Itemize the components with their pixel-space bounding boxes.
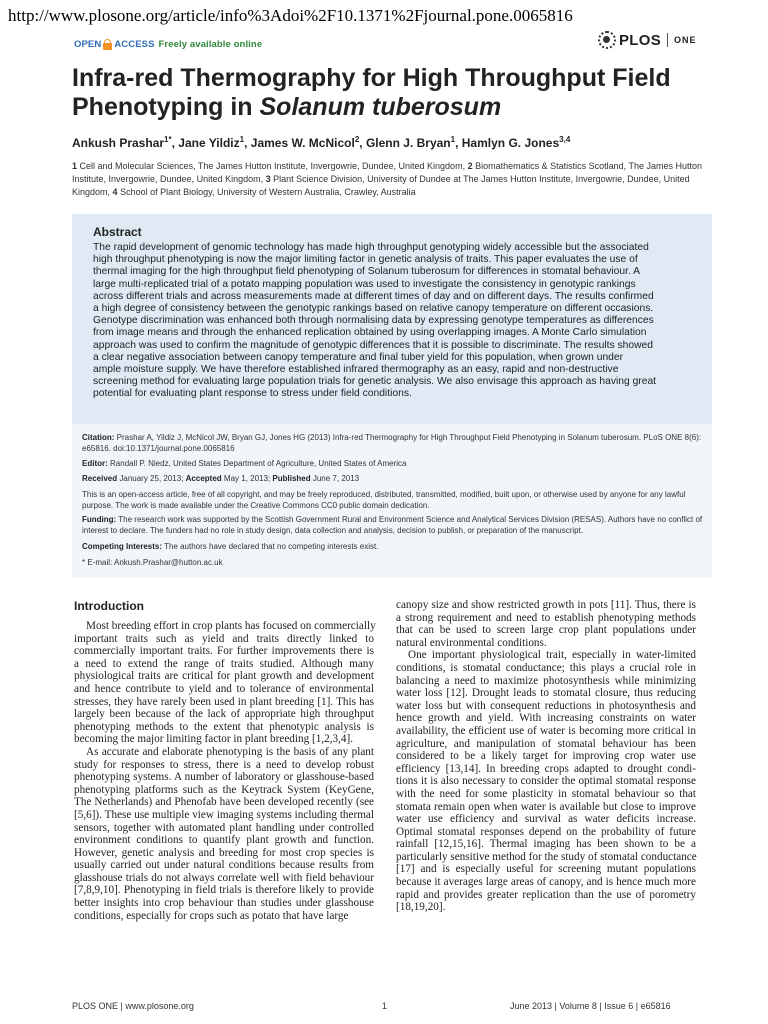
text-line: water loss [12]. Drought leads to stomatal closure, thus reducing xyxy=(396,687,696,700)
text-line: becoming the major limiting factor in plant breeding [1,2,3,4]. xyxy=(74,733,353,746)
author-affil-mark: 1 xyxy=(450,135,456,144)
author-name: Jane Yildiz xyxy=(178,136,240,150)
article-dates xyxy=(82,474,704,485)
text-line: efficiency [13,14]. In breeding crops adapted to drought condi- xyxy=(396,762,696,775)
text-line: important traits such as yield and traits directly linked to xyxy=(74,632,374,645)
footer-page-number: 1 xyxy=(382,1001,388,1011)
affil-text: School of Plant Biology, University of Western Australia, Crawley, Australia xyxy=(120,187,416,197)
introduction-column-2 xyxy=(396,599,696,914)
author-name: James W. McNicol xyxy=(250,136,355,150)
text-line: As accurate and elaborate phenotyping is the basis of any plant xyxy=(86,745,374,758)
text-line: across different trials and across measurements made at different times of day and on different days. The results confirmed xyxy=(93,290,654,302)
corresponding-email: * E-mail: Ankush.Prashar@hutton.ac.uk xyxy=(82,558,223,567)
text-line: tions it is also necessary to consider the optimal stomatal response xyxy=(396,775,696,788)
text-line: rainfall [12,15,16]. Thermal imaging has been shown to be a xyxy=(396,838,696,851)
text-line: from image means and through the enhanced replication obtained by using overlapping images. A Monte Carlo simulation xyxy=(93,327,647,339)
accepted-date: May 1, 2013; xyxy=(223,474,271,483)
affil-number: 4 xyxy=(112,187,118,197)
text-line: The rapid development of genomic technology has made high throughput genotyping widely accessible but the associated xyxy=(93,242,649,253)
text-line: phenotyping systems. A number of laboratory or glasshouse-based xyxy=(74,771,374,784)
author-name: Glenn J. Bryan xyxy=(365,136,451,150)
freely-available-label: Freely available online xyxy=(158,39,263,50)
text-line: particularly sensitive method for the study of stomatal conductance xyxy=(396,850,697,863)
author-name: Ankush Prashar xyxy=(72,136,165,150)
received-label: Received xyxy=(82,474,118,483)
text-line: physiological traits are critical for plant growth and development xyxy=(74,670,374,683)
text-line: However, genetic analysis and breeding for most crop species is xyxy=(74,846,374,859)
affil-text: Cell and Molecular Sciences, The James Hutton Institute, Invergowrie, Dundee, United Kingdom, xyxy=(79,161,468,171)
page-url: http://www.plosone.org/article/info%3Adoi%2F10.1371%2Fjournal.pone.0065816 xyxy=(8,6,573,25)
text-line: because it averages large areas of canopy, and is hence much more xyxy=(396,876,696,889)
text-line: a high degree of consistency between the genotypic rankings based on relative canopy temperature on different occasions. xyxy=(93,302,654,314)
text-line: a clear negative association between canopy temperature and final tuber yield for this population, when grown under xyxy=(93,351,624,363)
plos-gear-icon xyxy=(598,31,616,49)
editor xyxy=(82,459,704,470)
text-line: canopy size and show restricted growth in pots [11]. Thus, there is xyxy=(396,599,696,611)
abstract-heading: Abstract xyxy=(93,225,142,239)
text-line: stresses, they have rarely been used in plant breeding [1]. This has xyxy=(74,695,374,708)
received-date: January 25, 2013; xyxy=(119,474,184,483)
affil-number: 1 xyxy=(72,161,78,171)
text-line: thermal imaging for the high throughput field phenotyping of Solanum tuberosum for differences in stomatal behaviour. A xyxy=(93,266,641,278)
article-title xyxy=(72,64,712,122)
plos-one-logo xyxy=(598,31,697,49)
open-access-banner xyxy=(74,39,262,50)
title-species: Solanum tuberosum xyxy=(259,93,502,121)
text-line: agriculture, and manipulation of stomatal behaviour has been xyxy=(396,737,696,750)
footer-journal: PLOS ONE | www.plosone.org xyxy=(72,1001,194,1011)
text-line: conditions, especially for crops such as potato that have large xyxy=(74,909,349,922)
competing-text: The authors have declared that no competing interests exist. xyxy=(164,542,379,551)
text-line: rapid and provides greater replication than the use of porometry xyxy=(396,888,696,901)
author-affil-mark: 2 xyxy=(354,135,360,144)
text-line: One important physiological trait, especially in water-limited xyxy=(408,649,696,662)
author-name: Hamlyn G. Jones xyxy=(461,136,560,150)
article-info-box xyxy=(72,424,712,578)
editor-label: Editor: xyxy=(82,459,108,468)
text-line: stomata remain open when water is available but close to improve xyxy=(396,800,696,813)
one-logo-text: ONE xyxy=(674,35,697,45)
competing-label: Competing Interests: xyxy=(82,542,163,551)
affil-number: 2 xyxy=(467,161,473,171)
author-list: Ankush Prashar$^{1*}$, Jane Yildiz$^1$, James W. McNicol$^2$, Glenn J. Bryan$^1$, Hamlyn G. Jones$^{3,4}$ xyxy=(72,135,571,150)
text-line: usually carried out under natural conditions because results from xyxy=(74,859,374,872)
funding-label: Funding: xyxy=(82,515,117,524)
license-text: This is an open-access article, free of all copyright, and may be freely reproduced, distributed, transmitted, modified, built upon, or otherwise used by anyone for any lawful purpose. The work is made available under the Creative Commons CC0 public domain dedication. xyxy=(82,490,686,510)
text-line: a strong requirement and need to establish phenotyping methods xyxy=(396,611,696,624)
abstract-body xyxy=(93,242,697,400)
text-line: natural environmental conditions. xyxy=(396,636,547,649)
text-line: better insights into crop behaviour than studies under glasshouse xyxy=(74,897,374,910)
text-line: Optimal stomatal responses depend on the probability of future xyxy=(396,825,696,838)
text-line: and hence contribute to yield and to tolerance of environmental xyxy=(74,682,374,695)
text-line: glasshouse trials do not always correlate well with field behaviour xyxy=(74,871,374,884)
citation xyxy=(82,433,704,454)
affil-text: Plant Science Division, University of Dundee at The James Hutton Institute, Invergowrie, Dundee, United Kingdom, xyxy=(72,174,690,197)
author-affil-mark: 1 xyxy=(239,135,245,144)
text-line: availability, the efficient use of water is becoming more critical in xyxy=(396,724,696,737)
published-label: Published xyxy=(272,474,311,483)
text-line: ample moisture supply. We have therefore established infrared thermography as an easy, rapid and non-destructive xyxy=(93,363,619,375)
open-access-prefix: OPEN xyxy=(74,39,102,50)
text-line: sensors, together with automated plant handling under controlled xyxy=(74,821,374,834)
accepted-label: Accepted xyxy=(185,474,222,483)
affil-number: 3 xyxy=(265,174,271,184)
text-line: water use efficiency and survival as water deficits increase. xyxy=(396,813,696,826)
competing-interests xyxy=(82,542,704,553)
text-line: screening method for evaluating large population trials for genetic analysis. We also envisage this approach as having great xyxy=(93,376,657,388)
footer-issue-info: June 2013 | Volume 8 | Issue 6 | e65816 xyxy=(510,1001,671,1011)
affil-text: Biomathematics & Statistics Scotland, The James Hutton Institute, Invergowrie, Dundee, United Kingdom, xyxy=(72,161,703,184)
plos-logo-text: PLOS xyxy=(619,31,662,49)
editor-text: Randall P. Niedz, United States Department of Agriculture, United States of America xyxy=(110,459,407,468)
text-line: environment conditions to quantify plant growth and function. xyxy=(74,834,374,847)
text-line: The Netherlands) and Phenofab have been developed recently (see xyxy=(74,796,374,809)
citation-text: Prashar A, Yildiz J, McNicol JW, Bryan GJ, Jones HG (2013) Infra-red Thermography for High Throughput Field Phenotyping in Solanum tuberosum. PLoS ONE 8(6): e65816. doi:10.1371/journal.pone.0065816 xyxy=(82,433,702,453)
text-line: balancing a need to maximize photosynthesis while minimizing xyxy=(396,674,696,687)
text-line: largely been because of the lack of appropriate high throughput xyxy=(74,708,374,721)
introduction-column-1 xyxy=(74,620,374,922)
text-line: with the need for some plasticity in stomatal behaviour so that xyxy=(396,787,696,800)
abstract-box xyxy=(72,214,712,424)
open-lock-icon xyxy=(103,39,112,50)
text-line: a need to extend the range of traits studied. Although many xyxy=(74,657,374,670)
text-line: approach was used to confirm the magnitude of genotypic differences that it is possible to discriminate. The results showed xyxy=(93,339,653,351)
text-line: study for responses to stress, there is a need to develop robust xyxy=(74,758,374,771)
text-line: phenotyping methods to the extent that phenotypic analysis is xyxy=(74,720,374,733)
published-date: June 7, 2013 xyxy=(312,474,360,483)
logo-divider xyxy=(667,33,668,47)
text-line: commercially important traits. For further improvements there is xyxy=(74,645,374,658)
text-line: considered to be a likely target for improving crop water use xyxy=(396,750,696,763)
text-line: [7,8,9,10]. Phenotyping in field trials is therefore likely to provide xyxy=(74,884,374,897)
citation-label: Citation: xyxy=(82,433,115,442)
text-line: that can be used to screen large crop plant populations under xyxy=(396,624,696,637)
text-line: high throughput phenotyping is now the major limiting factor in genetic analysis of traits. This paper evaluates the use of xyxy=(93,254,638,266)
title-line-2-prefix: Phenotyping in xyxy=(72,93,260,121)
introduction-heading: Introduction xyxy=(74,599,144,613)
text-line: [17] and is especially useful for screening mutant populations xyxy=(396,863,696,876)
funding xyxy=(82,515,704,536)
text-line: Most breeding effort in crop plants has focused on commercially xyxy=(86,620,376,632)
open-access-suffix: ACCESS xyxy=(114,39,155,50)
text-line: phenotyping platforms such as the Keytrack System (KeyGene, xyxy=(74,783,374,796)
text-line: potential for evaluating plant response to stress under field conditions. xyxy=(93,388,412,400)
text-line: [5,6]). These use multiple view imaging systems including thermal xyxy=(74,808,374,821)
author-affil-mark: 3,4 xyxy=(559,135,571,144)
title-line-1: Infra-red Thermography for High Throughput Field xyxy=(72,64,671,92)
text-line: hence growth and yield. With increasing constraints on water xyxy=(396,712,696,725)
author-affil-mark: 1* xyxy=(164,135,172,144)
affiliations xyxy=(72,160,718,199)
text-line: large multi-replicated trial of a potato mapping population was used to investigate the consistency in genotypic rankings xyxy=(93,278,636,290)
text-line: water loss but with consequent reductions in photosynthesis and xyxy=(396,699,696,712)
funding-text: The research work was supported by the Scottish Government Rural and Environment Science and Analytical Services Division (RESAS). Authors have no conflict of interest to declare. The funders had no role in study design, data collection and analysis, decision to publish, or preparation of the manuscript. xyxy=(82,515,703,535)
text-line: Genotype discrimination was enhanced both through normalising data by expressing genotype temperatures as differences xyxy=(93,315,654,327)
text-line: [18,19,20]. xyxy=(396,901,446,914)
text-line: conditions, is stomatal conductance; this plays a crucial role in xyxy=(396,661,696,674)
